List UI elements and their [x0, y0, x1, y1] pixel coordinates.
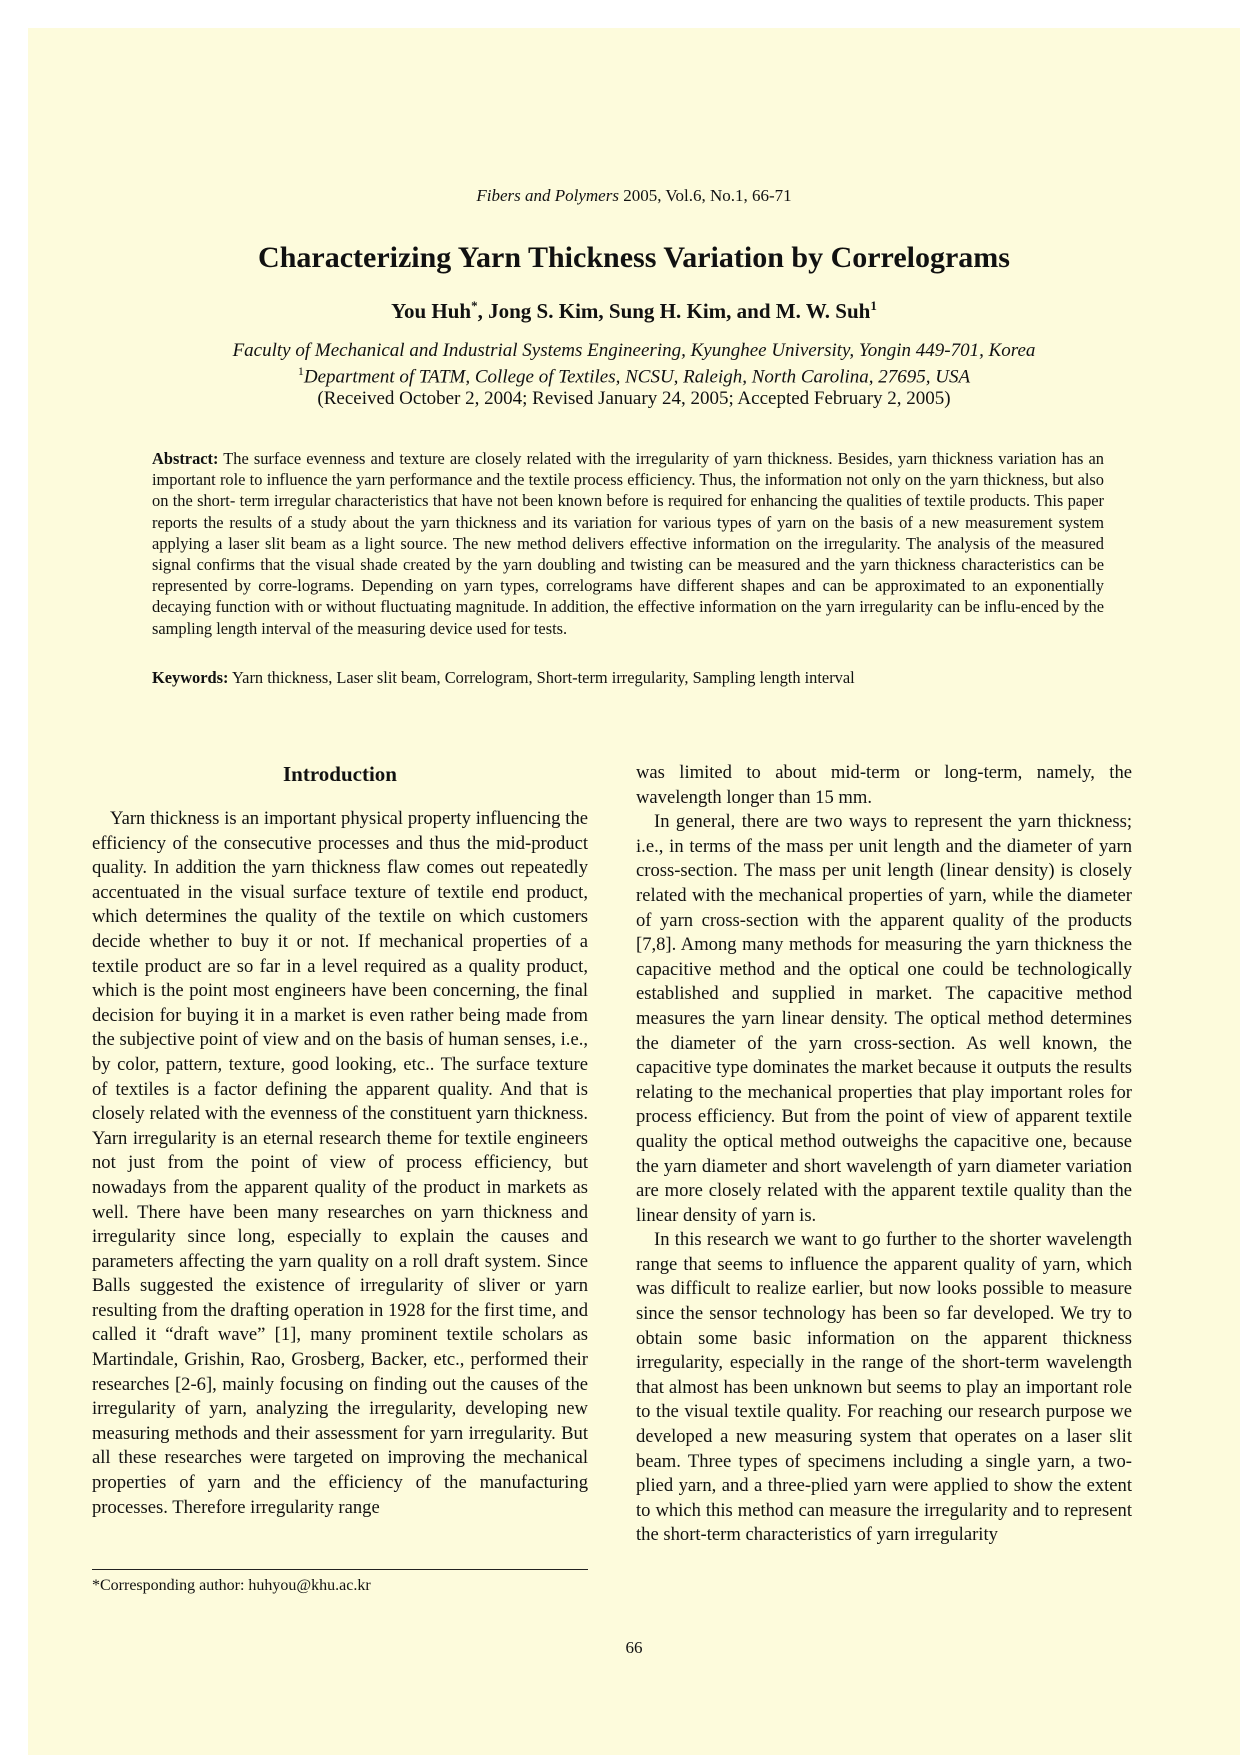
received-dates: (Received October 2, 2004; Revised January 24, 2005; Accepted February 2, 2005) [317, 388, 951, 409]
keywords-label: Keywords: [152, 668, 229, 687]
author-first: You Huh [391, 299, 472, 323]
abstract-text: The surface evenness and texture are closely related with the irregularity of yarn thickness. Besides, yarn thickness variation has an important role to influence the yarn performance and the textile process efficiency. Thus, the information not only on the yarn thickness, but also on the short- term irregular characteristics that have not been known before is required for enhancing the qualities of textile products. This paper reports the results of a study about the yarn thickness and its variation for various types of yarn on the basis of a new measurement system applying a laser slit beam as a light source. The new method delivers effective information on the irregularity. The analysis of the measured signal confirms that the visual shade created by the yarn doubling and twisting can be measured and the yarn thickness characteristics can be represented by corre-lograms. Depending on yarn types, correlograms have different shapes and can be approximated to an exponentially decaying function with or without fluctuating magnitude. In addition, the effective information on the yarn irregularity can be influ-enced by the sampling length interval of the measuring device used for tests. [152, 449, 1104, 638]
footnote-divider [92, 1569, 588, 1570]
affiliation-primary: Faculty of Mechanical and Industrial Systems Engineering, Kyunghee University, Yongin 449-701, Korea [232, 340, 1036, 361]
abstract-label: Abstract: [152, 449, 219, 468]
body-paragraph: In general, there are two ways to represent the yarn thickness; i.e., in terms of the mass per unit length and the diameter of yarn cross-section. The mass per unit length (linear density) is closely related with the mechanical properties of yarn, while the diameter of yarn cross-section with the apparent quality of the products [7,8]. Among many methods for measuring the yarn thickness the capacitive method and the optical one could be technologically established and supplied in market. The capacitive method measures the yarn linear density. The optical method determines the diameter of the yarn cross-section. As well known, the capacitive type dominates the market because it outputs the results relating to the mechanical properties that play important roles for process efficiency. But from the point of view of apparent textile quality the optical method outweighs the capacitive one, because the yarn diameter and short wavelength of yarn diameter variation are more closely related with the apparent textile quality than the linear density of yarn is. [636, 811, 1132, 1226]
paper-page [28, 28, 1240, 1755]
footnote-corresponding-author: *Corresponding author: huhyou@khu.ac.kr [92, 1577, 371, 1594]
section-heading-introduction: Introduction [283, 762, 397, 786]
journal-name: Fibers and Polymers [476, 186, 619, 205]
paper-title: Characterizing Yarn Thickness Variation by Correlograms [258, 241, 1010, 274]
journal-volume-info: 2005, Vol.6, No.1, 66-71 [618, 186, 792, 205]
body-paragraph: Yarn thickness is an important physical property influencing the efficiency of the consecutive processes and thus the mid-product quality. In addition the yarn thickness flaw comes out repeatedly accentuated in the visual surface texture of textile end product, which determines the quality of the textile on which customers decide whether to buy it or not. If mechanical properties of a textile product are so far in a level required as a quality product, which is the point most engineers have been concerning, the final decision for buying it in a market is even rather being made from the subjective point of view and on the basis of human senses, i.e., by color, pattern, texture, good looking, etc.. The surface texture of textiles is a factor defining the apparent quality. And that is closely related with the evenness of the constituent yarn thickness. Yarn irregularity is an eternal research theme for textile engineers not just from the point of view of process efficiency, but nowadays from the apparent quality of the product in markets as well. There have been many researches on yarn thickness and irregularity since long, especially to explain the causes and parameters affecting the yarn quality on a roll draft system. Since Balls suggested the existence of irregularity of sliver or yarn resulting from the drafting operation in 1928 for the first time, and called it “draft wave” [1], many prominent textile scholars as Martindale, Grishin, Rao, Grosberg, Backer, etc., performed their researches [2-6], mainly focusing on finding out the causes of the irregularity of yarn, analyzing the irregularity, developing new measuring methods and their assessment for yarn irregularity. But all these researches were targeted on improving the mechanical properties of yarn and the efficiency of the manufacturing processes. Therefore irregularity range [92, 808, 588, 1518]
left-column [92, 761, 588, 1520]
page-number: 66 [625, 1638, 643, 1657]
body-paragraph: was limited to about mid-term or long-term, namely, the wavelength longer than 15 mm. [636, 762, 1132, 808]
affiliation-secondary [28, 364, 1240, 388]
body-paragraph: In this research we want to go further to the shorter wavelength range that seems to influence the apparent quality of yarn, which was difficult to realize earlier, but now looks possible to measure since the sensor technology has been so far developed. We try to obtain some basic information on the apparent thickness irregularity, especially in the range of the short-term wavelength that almost has been unknown but seems to play an important role to the visual textile quality. For reaching our research purpose we developed a new measuring system that operates on a laser slit beam. Three types of specimens including a single yarn, a two-plied yarn, and a three-plied yarn were applied to show the extent to which this method can measure the irregularity and to represent the short-term characteristics of yarn irregularity [636, 1229, 1132, 1546]
keywords [152, 668, 1104, 688]
author-list [28, 298, 1240, 324]
affiliation-secondary-text: Department of TATM, College of Textiles, NCSU, Raleigh, North Carolina, 27695, USA [303, 366, 971, 388]
affiliation-secondary-mark: 1 [297, 364, 304, 378]
corresponding-mark: * [471, 298, 478, 313]
affiliation-mark: 1 [870, 298, 877, 313]
keywords-text: Yarn thickness, Laser slit beam, Correlogram, Short-term irregularity, Sampling length interval [228, 668, 855, 687]
abstract [152, 448, 1104, 639]
right-column [636, 761, 1132, 1548]
journal-citation [28, 186, 1240, 206]
author-others: , Jong S. Kim, Sung H. Kim, and M. W. Suh [477, 299, 871, 323]
